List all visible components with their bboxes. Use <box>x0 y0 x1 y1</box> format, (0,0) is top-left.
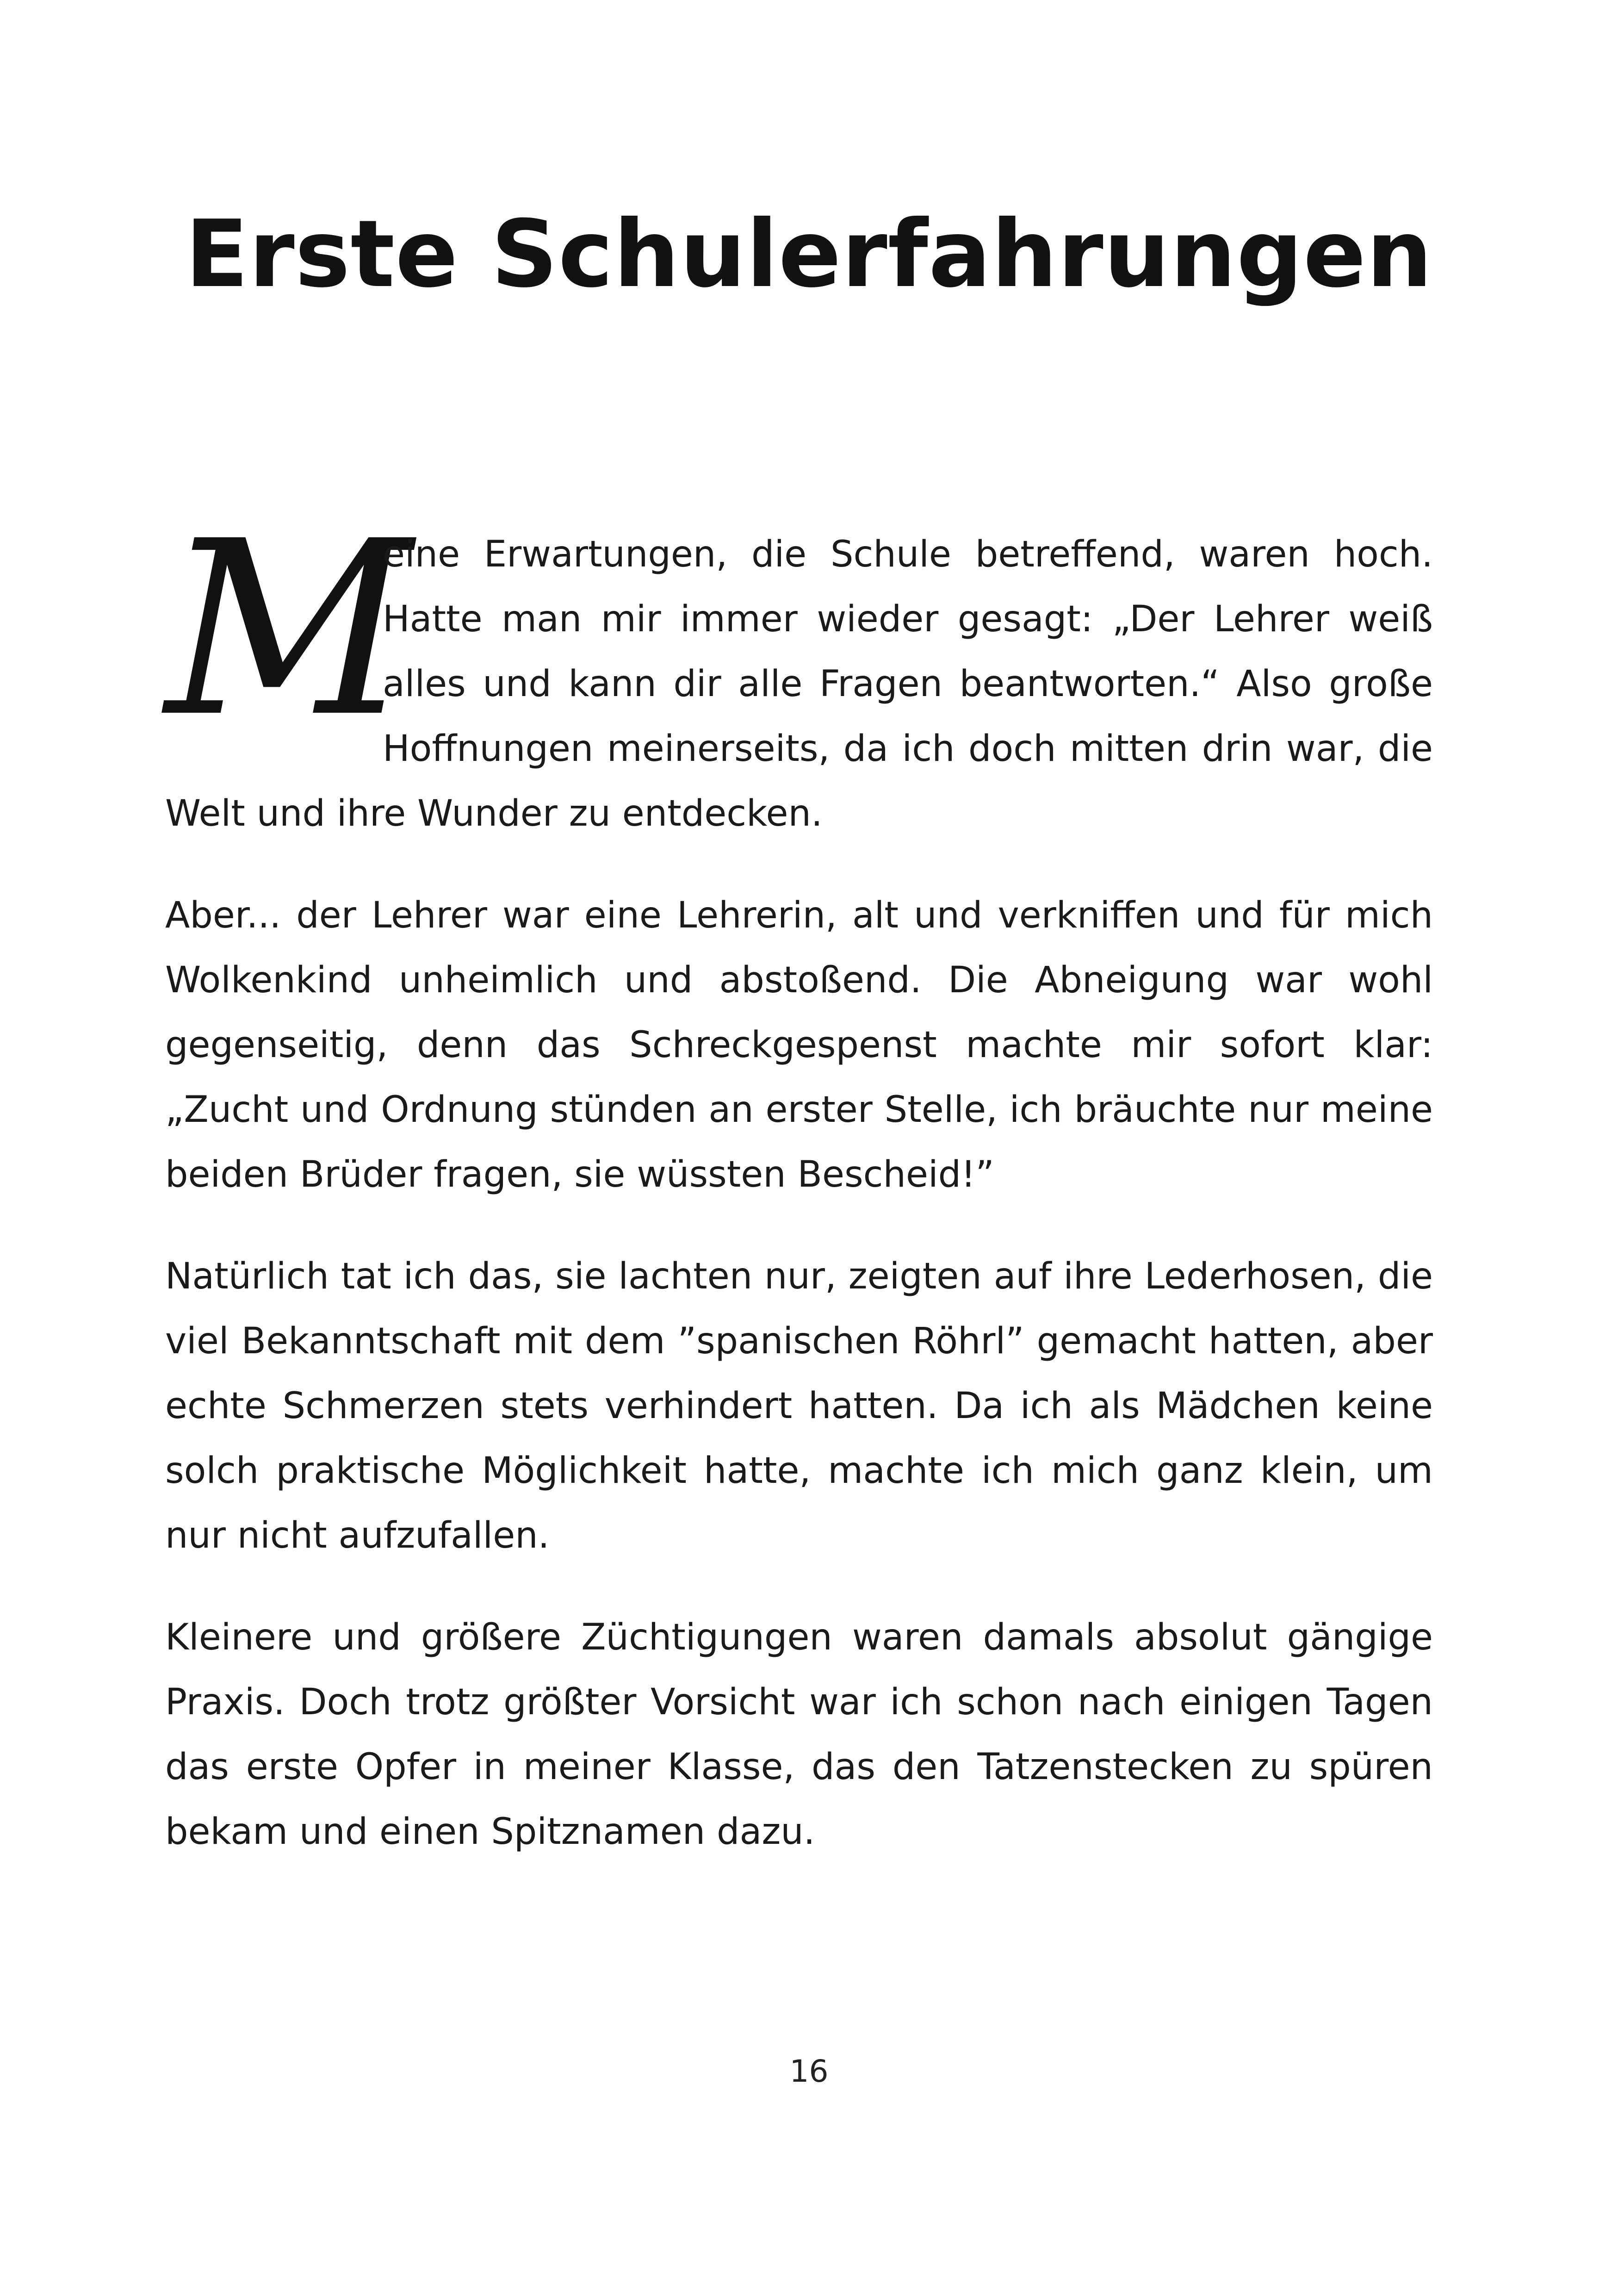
paragraph-3: Natürlich tat ich das, sie lachten nur, zeigten auf ihre Lederhosen, die viel Bekanntschaft mit dem ”spanischen Röhrl” gemacht hatten, aber echte Schmerzen stets verhindert hatten. Da ich als Mädchen keine solch praktische Möglichkeit hatte, machte ich mich ganz klein, um nur nicht aufzufallen. <box>165 1256 1433 1556</box>
drop-cap-letter: M <box>165 489 412 770</box>
chapter-body <box>165 489 1433 1901</box>
chapter-title: Erste Schulerfahrungen <box>185 200 1433 308</box>
paragraph-1 <box>165 489 1433 846</box>
paragraph-4: Kleinere und größere Züchtigungen waren damals absolut gängige Praxis. Doch trotz größter Vorsicht war ich schon nach einigen Tagen das erste Opfer in meiner Klasse, das den Tatzenstecken zu spüren bekam und einen Spitznamen dazu. <box>165 1617 1433 1853</box>
paragraph-2: Aber... der Lehrer war eine Lehrerin, alt und verkniffen und für mich Wolkenkind unheimlich und abstoßend. Die Abneigung war wohl gegenseitig, denn das Schreckgespenst machte mir sofort klar: „Zucht und Ordnung stünden an erster Stelle, ich bräuchte nur meine beiden Brüder fragen, sie wüssten Bescheid!” <box>165 895 1433 1195</box>
page-number: 16 <box>789 2053 829 2089</box>
paragraph-1-text: eine Erwartungen, die Schule betreffend, waren hoch. Hatte man mir immer wieder gesagt: „Der Lehrer weiß alles und kann dir alle Fragen beantworten.“ Also große Hoffnungen meinerseits, da ich doch mitten drin war, die Welt und ihre Wunder zu entdecken. <box>165 534 1433 834</box>
